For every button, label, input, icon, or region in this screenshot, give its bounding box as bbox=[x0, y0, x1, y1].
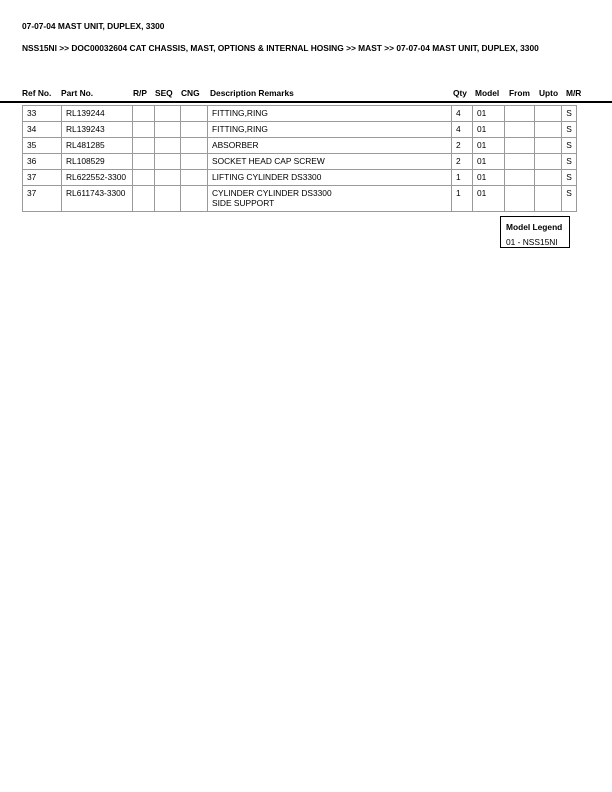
part-no-cell: RL611743-3300 bbox=[62, 186, 133, 212]
model-legend bbox=[500, 216, 570, 248]
cng-cell bbox=[181, 138, 208, 154]
cng-cell bbox=[181, 170, 208, 186]
ref-no-cell: 33 bbox=[23, 106, 62, 122]
description-text: FITTING,RING bbox=[212, 108, 268, 118]
model-legend-title: Model Legend bbox=[506, 222, 563, 232]
description-text: ABSORBER bbox=[212, 140, 259, 150]
model-legend-entry: 01 - NSS15NI bbox=[506, 237, 558, 247]
description-cell bbox=[208, 138, 452, 154]
seq-cell bbox=[155, 170, 181, 186]
rp-cell bbox=[133, 106, 155, 122]
table-row bbox=[23, 122, 577, 138]
upto-cell bbox=[535, 122, 562, 138]
description-text: SOCKET HEAD CAP SCREW bbox=[212, 156, 325, 166]
qty-cell: 2 bbox=[452, 138, 473, 154]
header-rp: R/P bbox=[133, 88, 147, 98]
header-upto: Upto bbox=[539, 88, 559, 98]
from-cell bbox=[505, 186, 535, 212]
part-no-cell: RL139243 bbox=[62, 122, 133, 138]
cng-cell bbox=[181, 186, 208, 212]
seq-cell bbox=[155, 122, 181, 138]
from-cell bbox=[505, 154, 535, 170]
part-no-cell: RL622552-3300 bbox=[62, 170, 133, 186]
header-description: Description Remarks bbox=[210, 88, 294, 98]
description-text: FITTING,RING bbox=[212, 124, 268, 134]
qty-cell: 4 bbox=[452, 122, 473, 138]
model-cell: 01 bbox=[473, 154, 505, 170]
table-row bbox=[23, 186, 577, 212]
rp-cell bbox=[133, 138, 155, 154]
page-title: 07-07-04 MAST UNIT, DUPLEX, 3300 bbox=[22, 21, 165, 31]
rp-cell bbox=[133, 122, 155, 138]
remark-text: SIDE SUPPORT bbox=[212, 198, 275, 208]
mr-cell: S bbox=[562, 170, 577, 186]
mr-cell: S bbox=[562, 106, 577, 122]
header-part-no: Part No. bbox=[61, 88, 94, 98]
from-cell bbox=[505, 106, 535, 122]
description-cell bbox=[208, 186, 452, 212]
qty-cell: 2 bbox=[452, 154, 473, 170]
description-cell bbox=[208, 106, 452, 122]
table-row bbox=[23, 106, 577, 122]
from-cell bbox=[505, 138, 535, 154]
upto-cell bbox=[535, 106, 562, 122]
qty-cell: 4 bbox=[452, 106, 473, 122]
seq-cell bbox=[155, 154, 181, 170]
cng-cell bbox=[181, 154, 208, 170]
mr-cell: S bbox=[562, 138, 577, 154]
mr-cell: S bbox=[562, 186, 577, 212]
cng-cell bbox=[181, 106, 208, 122]
rp-cell bbox=[133, 186, 155, 212]
seq-cell bbox=[155, 186, 181, 212]
description-cell bbox=[208, 170, 452, 186]
mr-cell: S bbox=[562, 154, 577, 170]
from-cell bbox=[505, 170, 535, 186]
header-cng: CNG bbox=[181, 88, 200, 98]
header-from: From bbox=[509, 88, 530, 98]
qty-cell: 1 bbox=[452, 170, 473, 186]
upto-cell bbox=[535, 170, 562, 186]
parts-table-body bbox=[23, 106, 577, 212]
model-cell: 01 bbox=[473, 186, 505, 212]
parts-table bbox=[22, 105, 577, 212]
description-text: LIFTING CYLINDER DS3300 bbox=[212, 172, 322, 182]
from-cell bbox=[505, 122, 535, 138]
description-cell bbox=[208, 122, 452, 138]
header-seq: SEQ bbox=[155, 88, 173, 98]
upto-cell bbox=[535, 186, 562, 212]
mr-cell: S bbox=[562, 122, 577, 138]
table-row bbox=[23, 138, 577, 154]
rp-cell bbox=[133, 154, 155, 170]
ref-no-cell: 37 bbox=[23, 186, 62, 212]
model-cell: 01 bbox=[473, 170, 505, 186]
seq-cell bbox=[155, 138, 181, 154]
part-no-cell: RL481285 bbox=[62, 138, 133, 154]
description-cell bbox=[208, 154, 452, 170]
header-model: Model bbox=[475, 88, 500, 98]
seq-cell bbox=[155, 106, 181, 122]
header-qty: Qty bbox=[453, 88, 467, 98]
upto-cell bbox=[535, 154, 562, 170]
table-row bbox=[23, 154, 577, 170]
part-no-cell: RL108529 bbox=[62, 154, 133, 170]
header-ref-no: Ref No. bbox=[22, 88, 52, 98]
ref-no-cell: 37 bbox=[23, 170, 62, 186]
description-text: CYLINDER CYLINDER DS3300 bbox=[212, 188, 332, 198]
rp-cell bbox=[133, 170, 155, 186]
table-row bbox=[23, 170, 577, 186]
model-cell: 01 bbox=[473, 106, 505, 122]
cng-cell bbox=[181, 122, 208, 138]
model-cell: 01 bbox=[473, 122, 505, 138]
model-cell: 01 bbox=[473, 138, 505, 154]
ref-no-cell: 35 bbox=[23, 138, 62, 154]
header-divider bbox=[0, 101, 612, 103]
ref-no-cell: 36 bbox=[23, 154, 62, 170]
header-mr: M/R bbox=[566, 88, 582, 98]
upto-cell bbox=[535, 138, 562, 154]
breadcrumb: NSS15NI >> DOC00032604 CAT CHASSIS, MAST, OPTIONS & INTERNAL HOSING >> MAST >> 07-07-04 MAST UNIT, DUPLEX, 3300 bbox=[22, 43, 539, 53]
qty-cell: 1 bbox=[452, 186, 473, 212]
ref-no-cell: 34 bbox=[23, 122, 62, 138]
part-no-cell: RL139244 bbox=[62, 106, 133, 122]
